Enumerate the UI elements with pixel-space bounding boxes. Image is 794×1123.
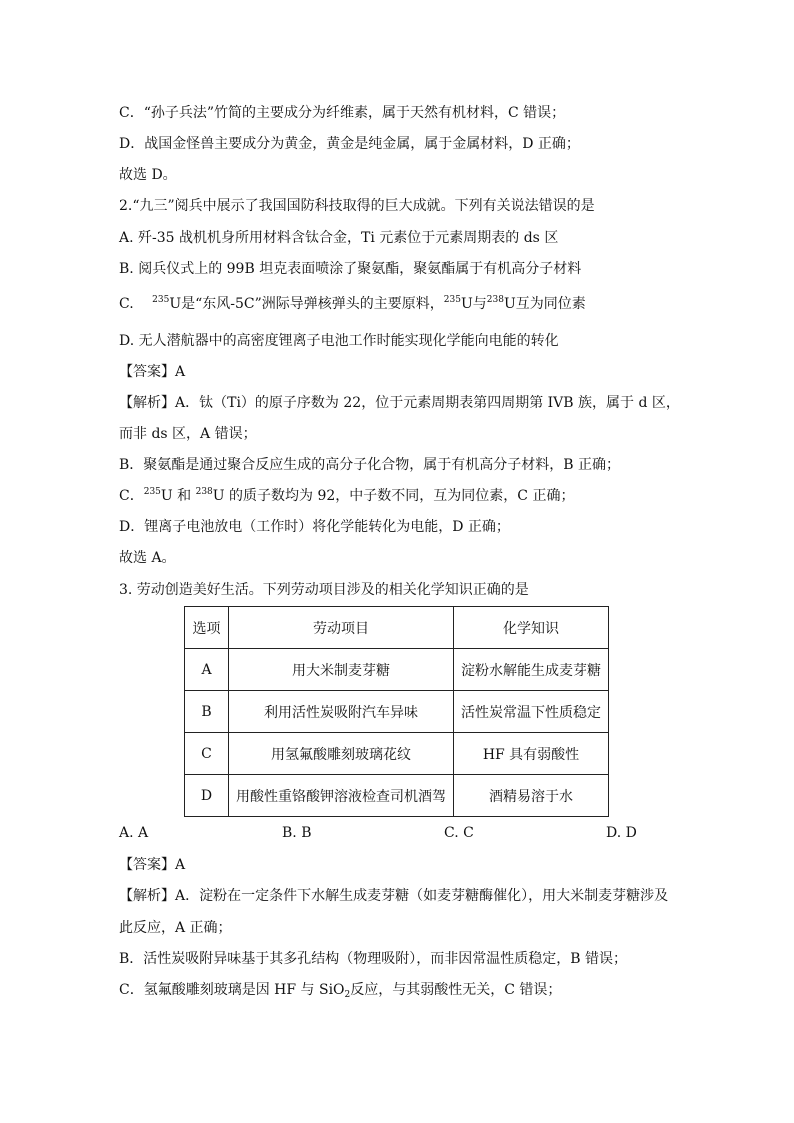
q3-explanation-c-text: 反应，与其弱酸性无关，C 错误； — [350, 982, 562, 998]
table-header-cell: 化学知识 — [454, 607, 609, 649]
table-cell: 酒精易溶于水 — [454, 775, 609, 817]
q3-table — [184, 606, 609, 817]
formula-subscript: 2 — [344, 990, 351, 1000]
q2-option-c-text: 是“东风-5C”洲际导弹核弹头的主要原料， — [181, 296, 444, 312]
q2-option-d: D. 无人潜航器中的高密度锂离子电池工作时能实现化学能向电能的转化 — [119, 333, 559, 349]
q3-option-a: A. A — [119, 825, 149, 841]
element-symbol: U — [460, 296, 473, 312]
q3-option-b: B. B — [282, 825, 312, 841]
table-header-cell: 选项 — [185, 607, 229, 649]
isotope-mass-number: 238 — [195, 487, 213, 497]
table-cell: 用酸性重铬酸钾溶液检查司机酒驾 — [229, 775, 454, 817]
isotope-mass-number: 235 — [443, 295, 461, 305]
isotope-mass-number: 238 — [486, 295, 504, 305]
table-row — [185, 775, 609, 817]
table-row — [185, 691, 609, 733]
q3-option-d: D. D — [606, 825, 637, 841]
table-cell: 用大米制麦芽糖 — [229, 649, 454, 691]
q2-answer: 【答案】A — [119, 364, 186, 380]
q2-explanation-line-1: 【解析】A．钛（Ti）的原子序数为 22，位于元素周期表第四周期第 IVB 族，属于 d 区， — [119, 395, 680, 411]
table-cell: 用氢氟酸雕刻玻璃花纹 — [229, 733, 454, 775]
table-cell: A — [185, 649, 229, 691]
table-row — [185, 733, 609, 775]
element-symbol: U 和 — [160, 488, 196, 504]
q3-stem: 3. 劳动创造美好生活。下列劳动项目涉及的相关化学知识正确的是 — [119, 582, 529, 598]
q2-explanation-line-2: 而非 ds 区，A 错误； — [119, 426, 257, 442]
isotope-mass-number: 235 — [143, 487, 161, 497]
table-cell: 活性炭常温下性质稳定 — [454, 691, 609, 733]
q2-option-c-prefix: C. — [119, 296, 134, 312]
q2-explanation-c-text: U 的质子数均为 92，中子数不同，互为同位素，C 正确； — [212, 488, 575, 504]
isotope-mass-number: 235 — [152, 295, 170, 305]
q2-option-a: A. 歼-35 战机机身所用材料含钛合金，Ti 元素位于元素周期表的 ds 区 — [119, 230, 559, 246]
table-cell: HF 具有弱酸性 — [454, 733, 609, 775]
q3-explanation-line-1: 【解析】A．淀粉在一定条件下水解生成麦芽糖（如麦芽糖酶催化），用大米制麦芽糖涉及 — [119, 888, 669, 904]
q3-explanation-c — [119, 980, 561, 1000]
q2-final-choice: 故选 A。 — [119, 550, 176, 566]
table-row — [185, 649, 609, 691]
q3-explanation-line-2: 此反应，A 正确； — [119, 920, 232, 936]
table-cell: C — [185, 733, 229, 775]
table-header-cell: 劳动项目 — [229, 607, 454, 649]
element-symbol: U — [503, 296, 516, 312]
q2-explanation-c — [119, 486, 574, 506]
q2-explanation-b: B．聚氨酯是通过聚合反应生成的高分子化合物，属于有机高分子材料，B 正确； — [119, 457, 621, 473]
table-cell: D — [185, 775, 229, 817]
q2-option-c — [119, 294, 586, 314]
q3-option-c: C. C — [444, 825, 474, 841]
q3-explanation-c-text: C．氢氟酸雕刻玻璃是因 HF 与 SiO — [119, 982, 345, 998]
element-symbol: U — [169, 296, 182, 312]
table-cell: B — [185, 691, 229, 733]
q2-explanation-d: D．锂离子电池放电（工作时）将化学能转化为电能，D 正确； — [119, 519, 510, 535]
table-header-row — [185, 607, 609, 649]
table-cell: 淀粉水解能生成麦芽糖 — [454, 649, 609, 691]
q2-option-b: B. 阅兵仪式上的 99B 坦克表面喷涂了聚氨酯，聚氨酯属于有机高分子材料 — [119, 261, 582, 277]
q2-stem: 2.“九三”阅兵中展示了我国国防科技取得的巨大成就。下列有关说法错误的是 — [119, 198, 595, 214]
q1-option-d-explanation: D．战国金怪兽主要成分为黄金，黄金是纯金属，属于金属材料，D 正确； — [119, 136, 580, 152]
q2-explanation-c-prefix: C． — [119, 488, 144, 504]
q1-option-c-explanation: C．“孙子兵法”竹简的主要成分为纤维素，属于天然有机材料，C 错误； — [119, 105, 566, 121]
q1-final-choice: 故选 D。 — [119, 167, 177, 183]
q2-option-c-text: 互为同位素 — [515, 296, 586, 312]
table-cell: 利用活性炭吸附汽车异味 — [229, 691, 454, 733]
q3-answer: 【答案】A — [119, 857, 186, 873]
q2-option-c-text: 与 — [472, 296, 487, 312]
q3-explanation-b: B．活性炭吸附异味基于其多孔结构（物理吸附），而非因常温性质稳定，B 错误； — [119, 951, 628, 967]
